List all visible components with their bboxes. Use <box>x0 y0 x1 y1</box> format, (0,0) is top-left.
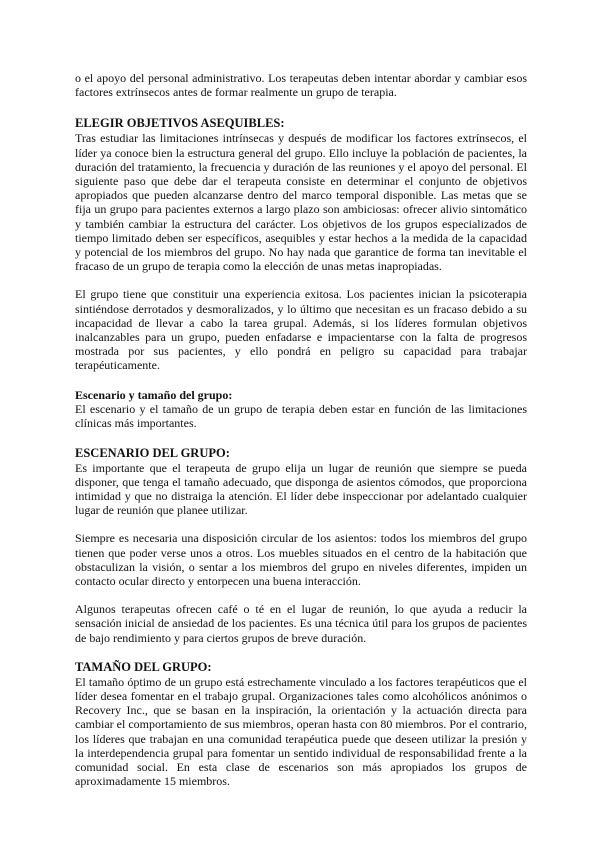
heading-elegir-objetivos: ELEGIR OBJETIVOS ASEQUIBLES: <box>75 116 285 131</box>
objetivos-paragraph-2: El grupo tiene que constituir una experiencia exitosa. Los pacientes inician la psicoterapia sintiéndose derrotados y desmoralizados, y lo último que necesitan es un fracaso debido a su incapacidad de llevar a cabo la tarea grupal. Además, si los líderes formulan objetivos inalcanzables para un grupo, pueden enfadarse e impacientarse con la falta de progresos mostrada por sus pacientes, y ello pondrá en peligro su capacidad para trabajar terapéuticamente. <box>75 287 527 373</box>
document-page <box>75 71 527 788</box>
tamano-paragraph: El tamaño óptimo de un grupo está estrechamente vinculado a los factores terapéuticos que el líder desea fomentar en el trabajo grupal. Organizaciones tales como alcohólicos anónimos o Recovery Inc., que se basan en la inspiración, la orientación y la actuación directa para cambiar el comportamiento de sus miembros, operan hasta con 80 miembros. Por el contrario, los líderes que trabajan en una comunidad terapéutica puede que deseen utilizar la presión y la interdependencia grupal para fomentar un sentido individual de responsabilidad frente a la comunidad social. En esta clase de escenarios son más apropiados los grupos de aproximadamente 15 miembros. <box>75 674 527 789</box>
intro-paragraph: o el apoyo del personal administrativo. Los terapeutas deben intentar abordar y cambiar esos factores extrínsecos antes de formar realmente un grupo de terapia. <box>75 71 527 100</box>
escenario-tamano-paragraph: El escenario y el tamaño de un grupo de terapia deben estar en función de las limitaciones clínicas más importantes. <box>75 402 527 431</box>
escenario-paragraph-3: Algunos terapeutas ofrecen café o té en el lugar de reunión, lo que ayuda a reducir la sensación inicial de ansiedad de los pacientes. Es una técnica útil para los grupos de pacientes de bajo rendimiento y para ciertos grupos de breve duración. <box>75 602 527 645</box>
objetivos-paragraph-1: Tras estudiar las limitaciones intrínsecas y después de modificar los factores extrínsecos, el líder ya conoce bien la estructura general del grupo. Ello incluye la población de pacientes, la duración del tratamiento, la frecuencia y duración de las reuniones y el apoyo del personal. El siguiente paso que debe dar el terapeuta consiste en determinar el conjunto de objetivos apropiados que pueden alcanzarse dentro del marco temporal disponible. Las metas que se fija un grupo para pacientes externos a largo plazo son ambiciosas: ofrecer alivio sintomático y también cambiar la estructura del carácter. Los objetivos de los grupos especializados de tiempo limitado deben ser específicos, asequibles y estar hechos a la medida de la capacidad y potencial de los miembros del grupo. No hay nada que garantice de forma tan inevitable el fracaso de un grupo de terapia como la elección de unas metas inapropiadas. <box>75 131 527 274</box>
heading-escenario-grupo: ESCENARIO DEL GRUPO: <box>75 445 230 460</box>
heading-escenario-tamano: Escenario y tamaño del grupo: <box>75 387 233 402</box>
escenario-paragraph-1: Es importante que el terapeuta de grupo elija un lugar de reunión que siempre se pueda disponer, que tenga el tamaño adecuado, que disponga de asientos cómodos, que proporciona intimidad y que no distraiga la atención. El líder debe inspeccionar por adelantado cualquier lugar de reunión que planee utilizar. <box>75 460 527 518</box>
escenario-paragraph-2: Siempre es necesaria una disposición circular de los asientos: todos los miembros del grupo tienen que poder verse unos a otros. Los muebles situados en el centro de la habitación que obstaculizan la visión, o sentar a los miembros del grupo en niveles diferentes, impiden un contacto ocular directo y entorpecen una buena interacción. <box>75 531 527 588</box>
heading-tamano-grupo: TAMAÑO DEL GRUPO: <box>75 659 212 674</box>
